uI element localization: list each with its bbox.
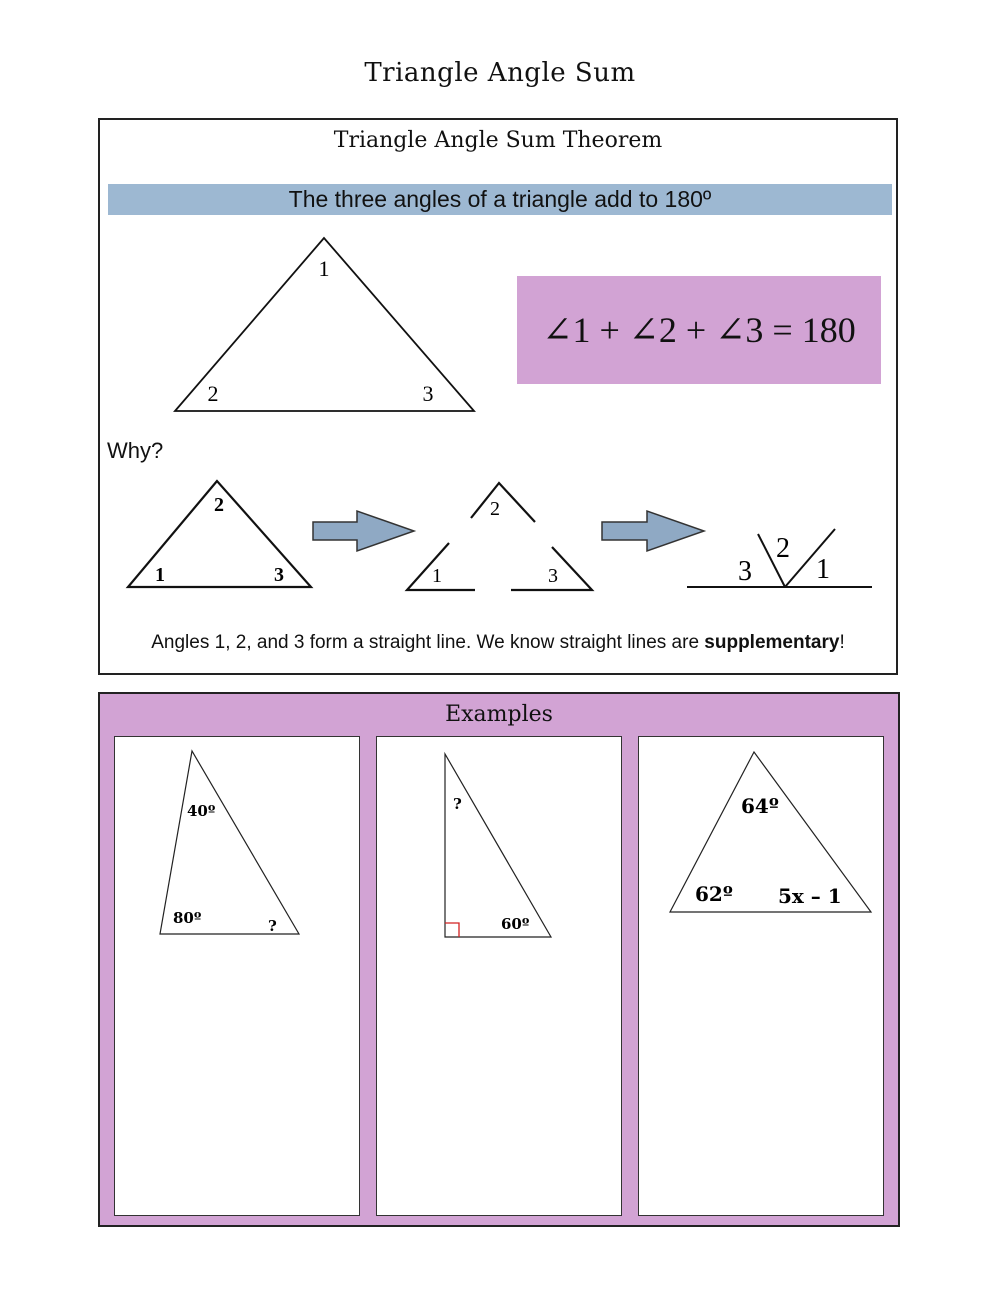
- examples-title: Examples: [445, 702, 553, 727]
- why-angle-2-label: 2: [214, 494, 224, 516]
- main-triangle: [175, 238, 474, 411]
- torn-angle-1-label: 1: [432, 565, 442, 587]
- example-2-top-angle: ?: [453, 795, 462, 813]
- torn-angle-2-label: 2: [490, 498, 500, 520]
- main-angle-3-label: 3: [422, 381, 434, 406]
- torn-angle-pieces: [407, 483, 592, 590]
- arrow-right-icon: [313, 511, 414, 551]
- example-3-bottom-left-angle: 62º: [695, 882, 733, 906]
- why-label: Why?: [107, 438, 164, 463]
- example-3-panel[interactable]: [638, 736, 884, 1216]
- line-angle-2-label: 2: [776, 533, 790, 564]
- example-3-triangle: [639, 737, 885, 1217]
- example-3-top-angle: 64º: [741, 794, 779, 818]
- example-1-bottom-right-angle: ?: [268, 917, 277, 935]
- page-title: Triangle Angle Sum: [364, 58, 636, 88]
- why-angle-1-label: 1: [155, 564, 165, 586]
- straight-line-diagram: [687, 529, 872, 587]
- torn-angle-3-label: 3: [548, 565, 558, 587]
- example-1-panel[interactable]: [114, 736, 360, 1216]
- example-2-triangle: [377, 737, 623, 1217]
- theorem-statement-banner: The three angles of a triangle add to 180º: [108, 184, 892, 215]
- supplementary-keyword: supplementary: [704, 632, 840, 653]
- line-angle-1-label: 1: [816, 554, 830, 585]
- arrow-right-icon: [602, 511, 704, 551]
- example-2-bottom-right-angle: 60º: [501, 915, 530, 933]
- angle-sum-equation: ∠1 + ∠2 + ∠3 = 180: [517, 276, 881, 384]
- why-angle-3-label: 3: [274, 564, 284, 586]
- example-1-triangle: [115, 737, 361, 1217]
- example-2-panel[interactable]: [376, 736, 622, 1216]
- example-3-bottom-right-angle: 5x – 1: [778, 884, 842, 908]
- examples-section: [98, 692, 900, 1227]
- theorem-diagrams: [100, 120, 900, 677]
- theorem-section: [98, 118, 898, 675]
- main-angle-1-label: 1: [318, 256, 330, 281]
- example-1-bottom-left-angle: 80º: [173, 909, 202, 927]
- why-triangle: [128, 481, 311, 587]
- main-angle-2-label: 2: [207, 381, 219, 406]
- theorem-title: Triangle Angle Sum Theorem: [333, 128, 663, 153]
- line-angle-3-label: 3: [738, 556, 752, 587]
- example-1-top-angle: 40º: [187, 802, 216, 820]
- conclusion-text: Angles 1, 2, and 3 form a straight line. We know straight lines are supplementary!: [151, 632, 845, 653]
